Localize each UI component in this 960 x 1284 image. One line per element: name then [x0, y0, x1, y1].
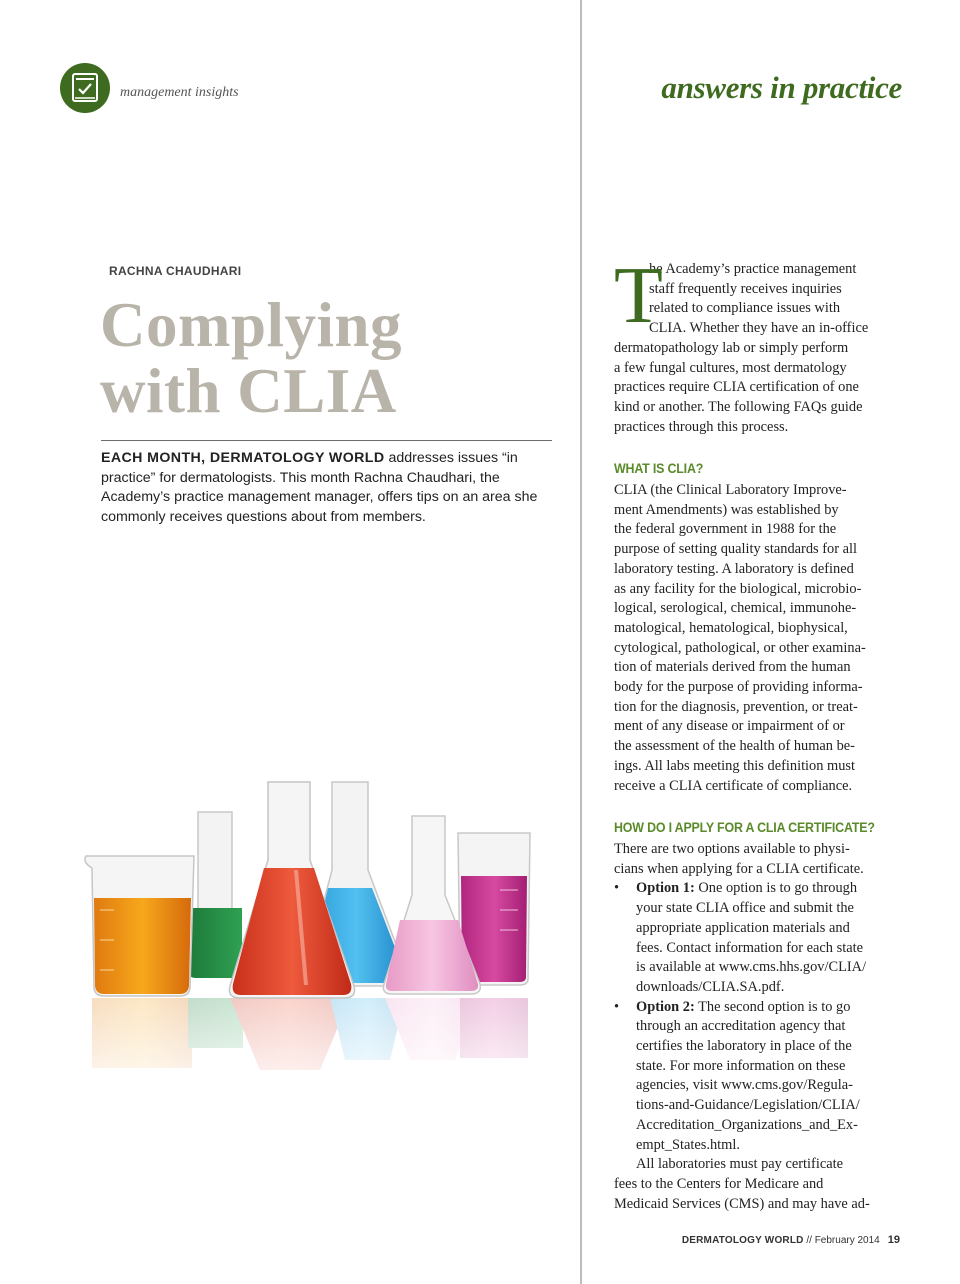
checklist-icon — [60, 63, 110, 113]
body-line: the federal government in 1988 for the — [614, 521, 837, 538]
option-2-label: Option 2: — [636, 998, 695, 1015]
body-line: cians when applying for a CLIA certificate. — [614, 860, 864, 877]
body-line — [636, 879, 886, 899]
paragraph-fees — [614, 1155, 886, 1175]
body-line: ment of any disease or impairment of or — [614, 718, 845, 735]
body-line: certifies the laboratory in place of the — [636, 1038, 852, 1055]
body-line: the assessment of the health of human be- — [614, 738, 855, 755]
paragraph-fees-continued — [614, 1175, 886, 1214]
body-line: tions-and-Guidance/Legislation/CLIA/ — [636, 1097, 860, 1114]
page-gutter-divider — [580, 0, 582, 1284]
body-line: state. For more information on these — [636, 1057, 846, 1074]
body-line: Accreditation_Organizations_and_Ex- — [636, 1116, 858, 1133]
body-line: dermatopathology lab or simply perform — [614, 339, 849, 356]
body-line: tion of materials derived from the human — [614, 659, 851, 676]
section-label: management insights — [120, 85, 239, 100]
body-line: agencies, visit www.cms.gov/Regula- — [636, 1077, 853, 1094]
body-line: practices through this process. — [614, 418, 789, 435]
paragraph-what-is-clia — [614, 481, 886, 796]
body-line: is available at www.cms.hhs.gov/CLIA/ — [636, 959, 867, 976]
paragraph-apply — [614, 840, 886, 879]
body-line: CLIA (the Clinical Laboratory Improve- — [614, 482, 847, 499]
body-line: appropriate application materials and — [636, 919, 850, 936]
body-line: tion for the diagnosis, prevention, or treat- — [614, 698, 858, 715]
page-number: 19 — [887, 1234, 900, 1246]
body-line: fees to the Centers for Medicare and — [614, 1175, 824, 1192]
body-line: ment Amendments) was established by — [614, 501, 839, 518]
article-title-line-1: Complying — [100, 290, 403, 360]
drop-cap: T — [614, 252, 663, 340]
article-intro — [101, 449, 553, 527]
body-line: related to compliance issues with — [649, 300, 841, 317]
page-footer — [682, 1234, 900, 1246]
body-line: CLIA. Whether they have an in-office — [649, 320, 869, 337]
body-line: practices require CLIA certification of one — [614, 379, 859, 396]
body-line — [636, 998, 886, 1018]
body-line: ings. All labs meeting this definition must — [614, 757, 856, 774]
footer-separator: // — [803, 1235, 815, 1246]
article-title — [100, 292, 550, 424]
body-line: empt_States.html. — [636, 1136, 740, 1153]
intro-text: addresses issues “in practice” for dermatologists. This month Rachna Chaudhari, the Academy’s practice management manager, offers tips on an area she commonly receives questions about from members. — [101, 450, 538, 525]
body-line: body for the purpose of providing informa- — [614, 679, 863, 696]
option-1-label: Option 1: — [636, 880, 695, 897]
author-byline: RACHNA CHAUDHARI — [109, 264, 242, 278]
section-heading-apply: HOW DO I APPLY FOR A CLIA CERTIFICATE? — [614, 820, 875, 836]
lab-glassware-illustration — [70, 770, 550, 1110]
body-line: purpose of setting quality standards for all — [614, 541, 857, 558]
body-line: downloads/CLIA.SA.pdf. — [636, 978, 785, 995]
body-line: as any facility for the biological, microbio- — [614, 580, 862, 597]
body-line: There are two options available to physi- — [614, 840, 850, 857]
article-title-line-2: with CLIA — [100, 356, 397, 426]
option-2-text: The second option is to go — [694, 998, 851, 1015]
option-1-text: One option is to go through — [694, 880, 858, 897]
body-line: matological, hematological, biophysical, — [614, 619, 848, 636]
body-line: receive a CLIA certificate of compliance. — [614, 777, 853, 794]
body-line: laboratory testing. A laboratory is defined — [614, 560, 854, 577]
body-line: staff frequently receives inquiries — [649, 280, 842, 297]
list-item-option-1 — [614, 879, 886, 997]
body-line: a few fungal cultures, most dermatology — [614, 359, 847, 376]
body-line: fees. Contact information for each state — [636, 939, 863, 956]
issue-date: February 2014 — [814, 1235, 880, 1246]
body-line: kind or another. The following FAQs guide — [614, 398, 863, 415]
body-line: through an accreditation agency that — [636, 1018, 846, 1035]
body-line: All laboratories must pay certificate — [636, 1156, 843, 1173]
title-rule — [101, 440, 552, 441]
magazine-name: DERMATOLOGY WORLD — [681, 1235, 804, 1246]
body-line: your state CLIA office and submit the — [636, 900, 854, 917]
section-heading-what-is-clia: WHAT IS CLIA? — [614, 461, 704, 477]
options-list — [614, 879, 886, 1155]
column-title: answers in practice — [661, 70, 902, 105]
opening-paragraph — [614, 252, 886, 437]
body-line: Medicaid Services (CMS) and may have ad- — [614, 1195, 870, 1212]
body-line: cytological, pathological, or other examina- — [614, 639, 866, 656]
body-line: he Academy’s practice management — [649, 261, 857, 277]
intro-lead: EACH MONTH, DERMATOLOGY WORLD — [101, 450, 385, 466]
article-body — [614, 252, 886, 1214]
body-line: logical, serological, chemical, immunohe- — [614, 600, 857, 617]
list-item-option-2 — [614, 998, 886, 1156]
